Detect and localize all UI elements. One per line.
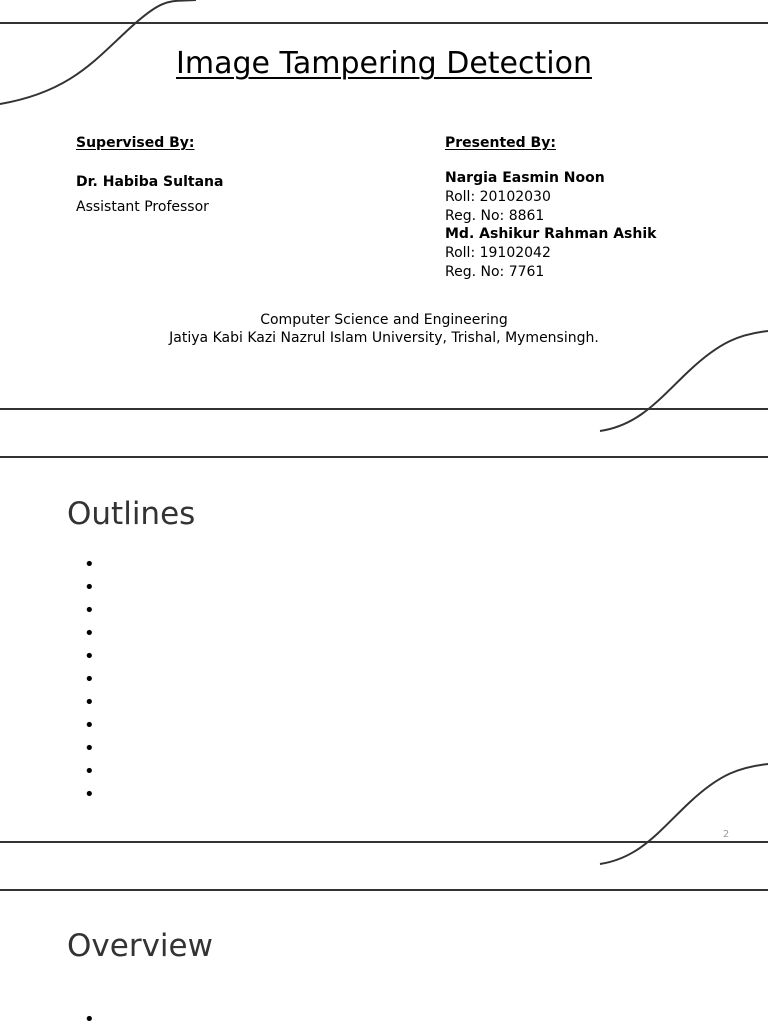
slide-title	[0, 0, 768, 440]
supervised-by-heading: Supervised By:	[76, 135, 195, 151]
bullet-point: •	[84, 784, 95, 805]
page-number: 2	[722, 829, 730, 840]
university-name: Jatiya Kabi Kazi Nazrul Islam University, Trishal, Mymensingh.	[169, 330, 599, 346]
supervisor-designation: Assistant Professor	[76, 199, 209, 215]
presented-by-heading: Presented By:	[445, 135, 556, 151]
department-name: Computer Science and Engineering	[260, 312, 508, 328]
slide-heading: Outlines	[67, 496, 196, 532]
presenter-roll: Roll: 19102042	[445, 245, 551, 261]
bullet-point: •	[84, 600, 95, 621]
bullet-point: •	[84, 577, 95, 598]
bullet-point: •	[84, 1009, 95, 1024]
bullet-point: •	[84, 715, 95, 736]
bullet-point: •	[84, 646, 95, 667]
presenter-roll: Roll: 20102030	[445, 189, 551, 205]
bullet-point: •	[84, 738, 95, 759]
bullet-point: •	[84, 692, 95, 713]
supervisor-name: Dr. Habiba Sultana	[76, 174, 224, 190]
presenter-reg: Reg. No: 8861	[445, 208, 545, 224]
bullet-point: •	[84, 761, 95, 782]
presenter-name: Nargia Easmin Noon	[445, 170, 605, 186]
slide-heading: Overview	[67, 928, 213, 964]
presenter-name: Md. Ashikur Rahman Ashik	[445, 226, 657, 242]
bullet-point: •	[84, 669, 95, 690]
bullet-point: •	[84, 554, 95, 575]
presentation-title: Image Tampering Detection	[176, 46, 592, 81]
slide-overview	[0, 872, 768, 1024]
slide-outlines	[0, 440, 768, 872]
bullet-point: •	[84, 623, 95, 644]
presenter-reg: Reg. No: 7761	[445, 264, 545, 280]
